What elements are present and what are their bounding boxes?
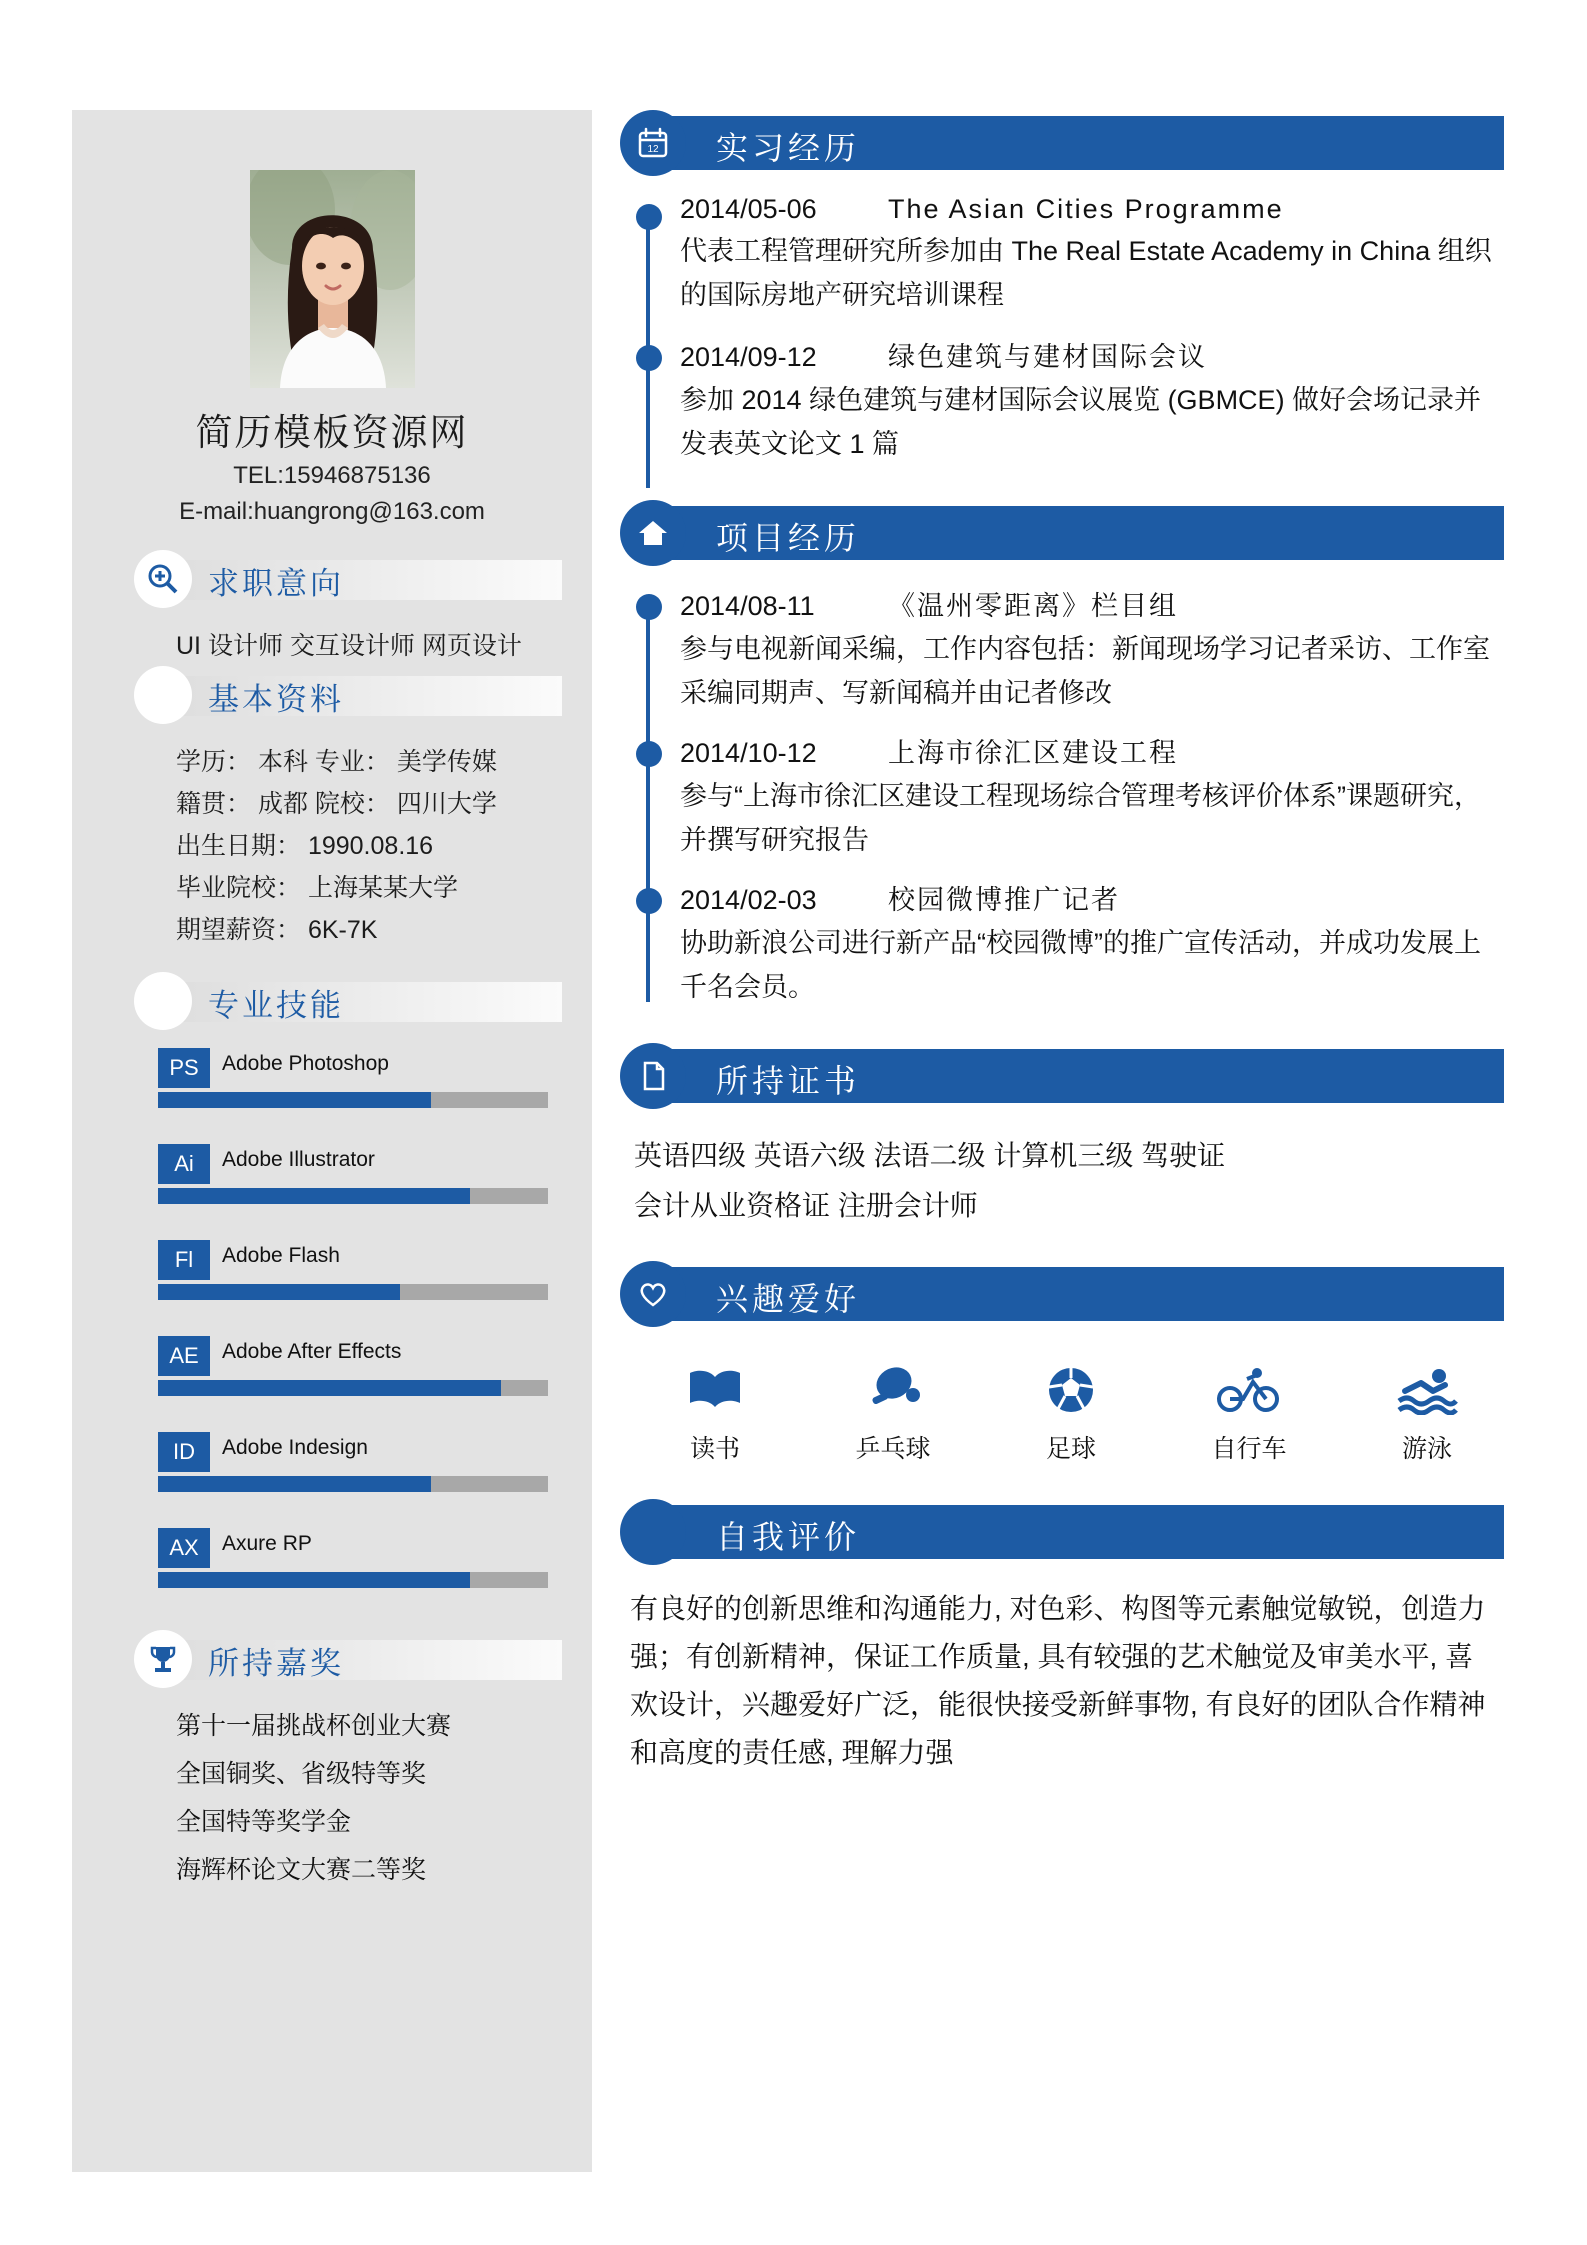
entry-body: 参与“上海市徐汇区建设工程现场综合管理考核评价体系”课题研究，并撰写研究报告 [680,781,1481,855]
entry-heading [680,194,1500,225]
projects-title: 项目经历 [716,520,861,556]
skill-tag: ID [158,1432,210,1472]
skill-fill [158,1284,400,1300]
skill-tag: AE [158,1336,210,1376]
trophy-icon [134,1630,192,1688]
skill-label: Adobe Photoshop [222,1052,389,1075]
hobbies-list [620,1353,1500,1465]
skill-item [158,1144,548,1210]
skill-label: Adobe After Effects [222,1340,402,1363]
entry-date: 2014/10-12 [680,738,817,768]
entry-date: 2014/09-12 [680,342,817,372]
skill-tag: Fl [158,1240,210,1280]
skill-tag: AX [158,1528,210,1568]
skill-label: Adobe Flash [222,1244,340,1267]
calendar-icon [620,110,686,176]
projects-timeline [620,584,1500,1009]
skill-track [158,1476,548,1492]
award-line: 全国铜奖、省级特等奖 [176,1760,427,1788]
basic-line-3: 出生日期： 1990.08.16 [176,832,434,860]
basic-line-4: 毕业院校： 上海某某大学 [176,874,458,902]
hobby-item [832,1353,954,1465]
entry-title: 校园微博推广记者 [888,885,1120,915]
entry-title: 上海市徐汇区建设工程 [888,738,1178,768]
basic-line-1: 学历： 本科 专业： 美学传媒 [176,748,497,776]
entry-body: 协助新浪公司进行新产品“校园微博”的推广宣传活动，并成功发展上千名会员。 [680,928,1481,1002]
hobby-label: 游泳 [1401,1435,1452,1463]
selfeval-title: 自我评价 [716,1519,861,1555]
entry-body: 参加 2014 绿色建筑与建材国际会议展览 (GBMCE) 做好会场记录并发表英文论文 1 篇 [680,385,1482,459]
timeline-dot [636,888,662,914]
hobby-label: 乒乓球 [855,1435,931,1463]
selfeval-icon [620,1499,686,1565]
home-icon [620,500,686,566]
timeline-entry [680,335,1500,466]
objective-title: 求职意向 [208,566,344,601]
basic-line-2: 籍贯： 成都 院校： 四川大学 [176,790,497,818]
entry-date: 2014/05-06 [680,194,817,224]
section-skills-header [72,972,592,1030]
svg-text:12: 12 [647,144,659,155]
entry-date: 2014/08-11 [680,591,815,621]
entry-body: 代表工程管理研究所参加由 The Real Estate Academy in China 组织的国际房地产研究培训课程 [680,236,1492,310]
selfeval-text: 有良好的创新思维和沟通能力, 对色彩、构图等元素触觉敏锐，创造力强；有创新精神，保证工作质量, 具有较强的艺术触觉及审美水平, 喜欢设计，兴趣爱好广泛，能很快接受新鲜事物, 有良好的团队合作精神和高度的责任感, 理解力强 [630,1593,1486,1768]
skill-tag: PS [158,1048,210,1088]
section-basic-header [72,666,592,724]
skill-item [158,1528,548,1594]
skill-track [158,1188,548,1204]
hobby-label: 读书 [689,1435,740,1463]
entry-heading [680,584,1500,623]
person-name: 简历模板资源网 [195,412,469,453]
award-line: 海辉杯论文大赛二等奖 [176,1856,427,1884]
skill-fill [158,1092,431,1108]
skill-label: Axure RP [222,1532,312,1555]
entry-heading [680,731,1500,770]
skill-fill [158,1572,470,1588]
entry-title: 绿色建筑与建材国际会议 [888,342,1207,372]
hobby-label: 自行车 [1211,1435,1287,1463]
sidebar [72,110,592,2172]
skill-fill [158,1380,501,1396]
heart-icon [620,1261,686,1327]
skill-label: Adobe Illustrator [222,1148,375,1171]
phone-number: TEL:15946875136 [233,462,431,489]
entry-heading [680,878,1500,917]
hobby-item [1010,1353,1132,1465]
pingpong-icon [832,1353,954,1415]
document-icon [620,1043,686,1109]
skill-fill [158,1188,470,1204]
email-address: E-mail:huangrong@163.com [179,498,485,525]
entry-heading [680,335,1500,374]
skills-icon-bg [134,972,192,1030]
soccer-icon [1010,1353,1132,1415]
hobby-item [654,1353,776,1465]
bicycle-icon [1188,1353,1310,1415]
award-line: 全国特等奖学金 [176,1808,352,1836]
timeline-entry [680,731,1500,862]
search-plus-icon [134,550,192,608]
internship-timeline [620,194,1500,466]
timeline-dot [636,204,662,230]
skill-label: Adobe Indesign [222,1436,368,1459]
book-icon [654,1353,776,1415]
skill-tag: Ai [158,1144,210,1184]
basic-title: 基本资料 [208,682,344,717]
timeline-line [646,602,650,1002]
section-certificates-header [620,1043,1500,1109]
section-objective-header [72,550,592,608]
skill-item [158,1240,548,1306]
section-internship-header [620,110,1500,176]
timeline-dot [636,594,662,620]
skill-item [158,1048,548,1114]
avatar-illustration [250,170,415,388]
hobby-item [1366,1353,1488,1465]
section-selfeval-header [620,1499,1500,1565]
skill-track [158,1572,548,1588]
certificate-line: 会计从业资格证 注册会计师 [634,1190,978,1221]
hobby-label: 足球 [1045,1435,1096,1463]
entry-date: 2014/02-03 [680,885,817,915]
certificate-line: 英语四级 英语六级 法语二级 计算机三级 驾驶证 [634,1140,1226,1171]
awards-title: 所持嘉奖 [208,1646,344,1681]
timeline-dot [636,741,662,767]
timeline-entry [680,194,1500,317]
award-line: 第十一届挑战杯创业大赛 [176,1712,452,1740]
section-hobbies-header [620,1261,1500,1327]
skill-item [158,1336,548,1402]
hobby-item [1188,1353,1310,1465]
skill-track [158,1380,548,1396]
entry-title: The Asian Cities Programme [888,194,1284,224]
timeline-dot [636,345,662,371]
swimming-icon [1366,1353,1488,1415]
internship-title: 实习经历 [716,130,861,166]
timeline-entry [680,584,1500,715]
skill-track [158,1284,548,1300]
avatar [250,170,415,388]
section-projects-header [620,500,1500,566]
main-column [620,110,1500,1777]
entry-title: 《温州零距离》栏目组 [888,591,1178,621]
basic-icon-bg [134,666,192,724]
hobbies-title: 兴趣爱好 [716,1281,861,1317]
entry-body: 参与电视新闻采编，工作内容包括：新闻现场学习记者采访、工作室采编同期声、写新闻稿并由记者修改 [680,634,1490,708]
skill-fill [158,1476,431,1492]
skills-title: 专业技能 [208,988,344,1023]
skill-track [158,1092,548,1108]
objective-text: UI 设计师 交互设计师 网页设计 [176,632,522,660]
section-awards-header [72,1630,592,1688]
basic-line-5: 期望薪资： 6K-7K [176,916,378,944]
timeline-entry [680,878,1500,1009]
certificates-title: 所持证书 [716,1063,861,1099]
skill-item [158,1432,548,1498]
